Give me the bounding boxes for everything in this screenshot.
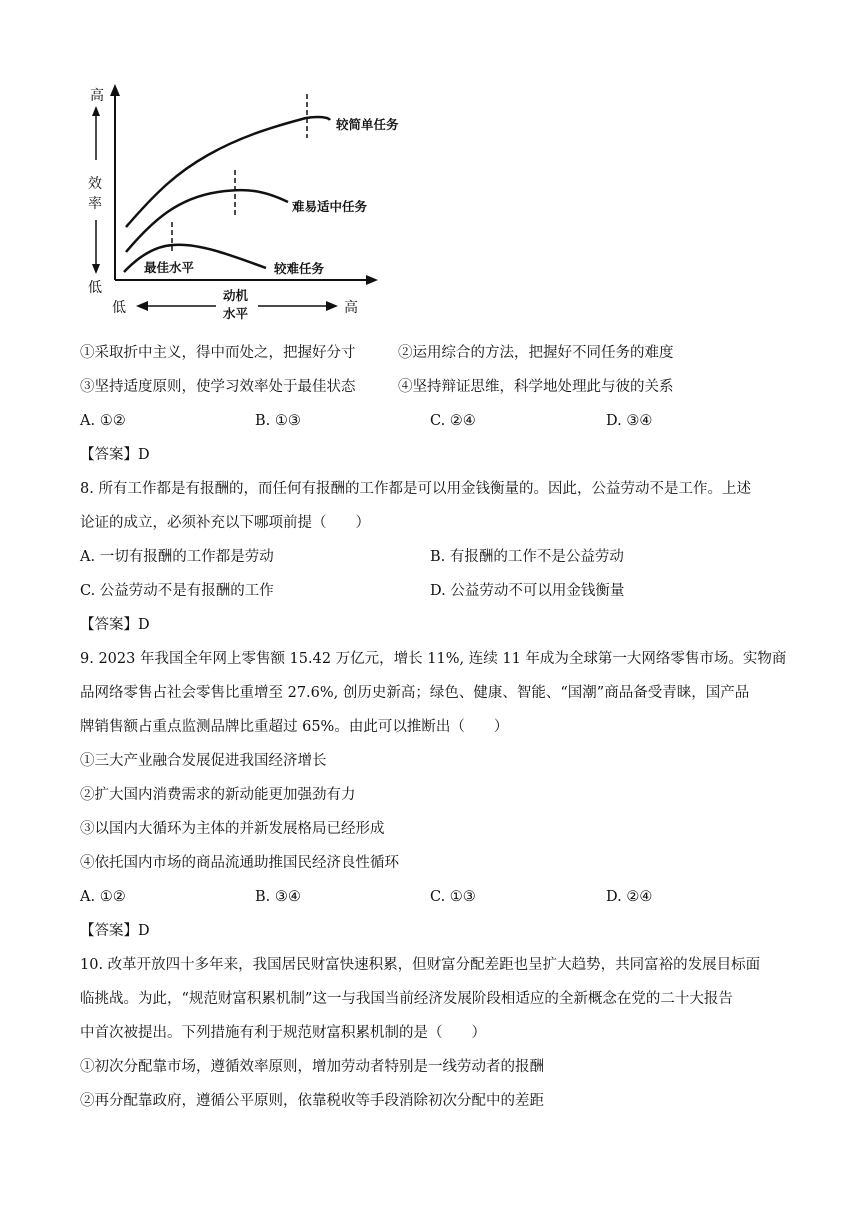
q9-option-b[interactable]: B. ③④ <box>255 889 301 905</box>
q7-statement-3: ③坚持适度原则，使学习效率处于最佳状态 <box>80 379 356 395</box>
q7-statement-1: ①采取折中主义，得中而处之，把握好分寸 <box>80 345 356 361</box>
q9-stem-line-1: 9. 2023 年我国全年网上零售额 15.42 万亿元，增长 11%, 连续 11 年成为全球第一大网络零售市场。实物商 <box>80 651 787 667</box>
q7-option-b[interactable]: B. ①③ <box>255 413 301 429</box>
q8-option-b[interactable]: B. 有报酬的工作不是公益劳动 <box>430 549 624 565</box>
x-label-2: 水平 <box>223 306 249 321</box>
y-label-2: 率 <box>88 196 102 212</box>
q7-option-d[interactable]: D. ③④ <box>606 413 653 429</box>
q9-stem-line-3: 牌销售额占重点监测品牌比重超过 65%。由此可以推断出（ ） <box>80 719 509 735</box>
figure-svg <box>78 80 418 330</box>
curve-medium-label: 难易适中任务 <box>292 199 368 214</box>
y-label-1: 效 <box>88 176 102 192</box>
q9-statement-3: ③以国内大循环为主体的并新发展格局已经形成 <box>80 821 385 837</box>
q9-option-c[interactable]: C. ①③ <box>430 889 476 905</box>
q7-answer: 【答案】D <box>80 447 150 463</box>
x-right-arrow <box>326 301 338 311</box>
q9-stem-line-2: 品网络零售占社会零售比重增至 27.6%, 创历史新高；绿色、健康、智能、“国潮”商品备受青睐，国产品 <box>80 685 750 701</box>
curve-hard-label: 较难任务 <box>274 261 325 276</box>
q8-stem-line-2: 论证的成立，必须补充以下哪项前提（ ） <box>80 515 370 531</box>
q10-stem-line-1: 10. 改革开放四十多年来，我国居民财富快速积累，但财富分配差距也呈扩大趋势，共同富裕的发展目标面 <box>80 957 761 973</box>
x-left-arrow <box>136 301 148 311</box>
q7-option-a[interactable]: A. ①② <box>80 413 126 429</box>
q9-option-a[interactable]: A. ①② <box>80 889 126 905</box>
q8-option-a[interactable]: A. 一切有报酬的工作都是劳动 <box>80 549 274 565</box>
curve-easy-label: 较简单任务 <box>336 117 399 132</box>
x-label-1: 动机 <box>223 288 249 303</box>
y-axis-arrow <box>110 84 120 96</box>
q9-option-d[interactable]: D. ②④ <box>606 889 653 905</box>
x-low-label: 低 <box>112 300 126 316</box>
q8-option-d[interactable]: D. 公益劳动不可以用金钱衡量 <box>430 583 625 599</box>
q8-stem-line-1: 8. 所有工作都是有报酬的，而任何有报酬的工作都是可以用金钱衡量的。因此，公益劳动不是工作。上述 <box>80 481 751 497</box>
q10-stem-line-3: 中首次被提出。下列措施有利于规范财富积累机制的是（ ） <box>80 1025 486 1041</box>
x-axis-arrow <box>366 275 378 285</box>
q9-statement-4: ④依托国内市场的商品流通助推国民经济良性循环 <box>80 855 399 871</box>
q10-statement-1: ①初次分配靠市场，遵循效率原则，增加劳动者特别是一线劳动者的报酬 <box>80 1059 544 1075</box>
q7-statement-2: ②运用综合的方法，把握好不同任务的难度 <box>398 345 674 361</box>
y-down-arrow <box>92 264 100 274</box>
x-high-label: 高 <box>344 300 358 316</box>
q7-option-c[interactable]: C. ②④ <box>430 413 476 429</box>
q9-statement-1: ①三大产业融合发展促进我国经济增长 <box>80 753 327 769</box>
optimal-label: 最佳水平 <box>144 260 195 275</box>
q10-stem-line-2: 临挑战。为此，“规范财富积累机制”这一与我国当前经济发展阶段相适应的全新概念在党的二十大报告 <box>80 991 733 1007</box>
q9-statement-2: ②扩大国内消费需求的新动能更加强劲有力 <box>80 787 356 803</box>
motivation-efficiency-figure <box>78 80 418 330</box>
q9-answer: 【答案】D <box>80 923 150 939</box>
y-up-arrow <box>92 106 100 116</box>
q10-statement-2: ②再分配靠政府，遵循公平原则，依靠税收等手段消除初次分配中的差距 <box>80 1093 544 1109</box>
q8-answer: 【答案】D <box>80 617 150 633</box>
y-low-label: 低 <box>88 280 102 296</box>
y-high-label: 高 <box>90 88 104 104</box>
q8-option-c[interactable]: C. 公益劳动不是有报酬的工作 <box>80 583 274 599</box>
q7-statement-4: ④坚持辩证思维，科学地处理此与彼的关系 <box>398 379 674 395</box>
